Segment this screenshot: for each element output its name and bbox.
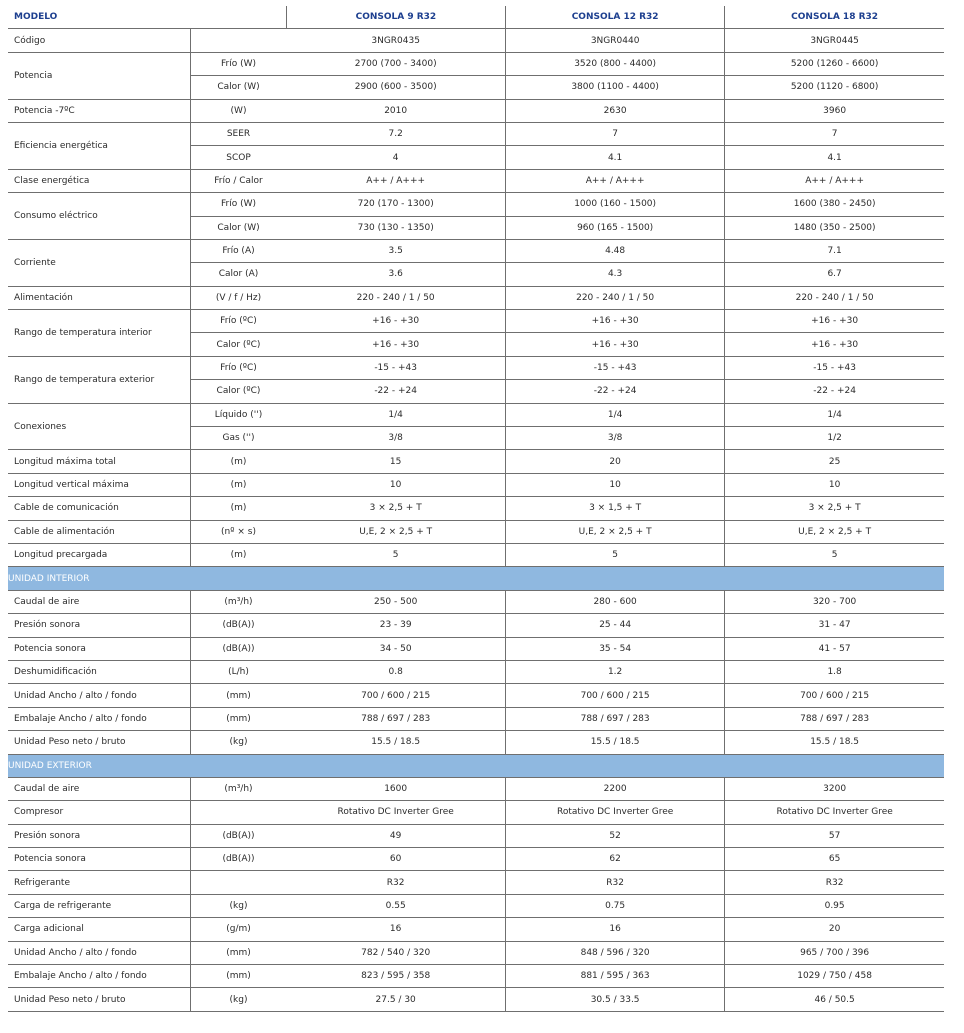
spec-value: +16 - +30 (286, 333, 505, 356)
spec-value: +16 - +30 (506, 310, 725, 333)
spec-value: 15.5 / 18.5 (506, 731, 725, 754)
spec-value: A++ / A+++ (725, 169, 944, 192)
spec-value: 5 (286, 543, 505, 566)
spec-row (8, 988, 944, 1011)
spec-value: 27.5 / 30 (286, 988, 505, 1011)
spec-row (8, 403, 944, 426)
spec-row (8, 169, 944, 192)
spec-value: 788 / 697 / 283 (506, 707, 725, 730)
spec-row (8, 660, 944, 683)
spec-value: +16 - +30 (506, 333, 725, 356)
spec-value: 23 - 39 (286, 614, 505, 637)
spec-unit: (nº × s) (190, 520, 286, 543)
spec-row (8, 707, 944, 730)
spec-label: Código (8, 29, 190, 52)
spec-label: Potencia -7ºC (8, 99, 190, 122)
spec-row (8, 356, 944, 379)
spec-value: 1.2 (506, 660, 725, 683)
spec-value: Rotativo DC Inverter Gree (725, 801, 944, 824)
spec-value: 5200 (1260 - 6600) (725, 52, 944, 75)
model-header-row (8, 6, 944, 29)
spec-value: 5 (725, 543, 944, 566)
spec-row (8, 122, 944, 145)
spec-value: 720 (170 - 1300) (286, 193, 505, 216)
spec-value: 2900 (600 - 3500) (286, 76, 505, 99)
spec-value: 25 (725, 450, 944, 473)
spec-value: 782 / 540 / 320 (286, 941, 505, 964)
spec-label: Potencia sonora (8, 637, 190, 660)
spec-label: Longitud vertical máxima (8, 473, 190, 496)
spec-row (8, 871, 944, 894)
spec-unit: (dB(A)) (190, 824, 286, 847)
spec-unit: Frío / Calor (190, 169, 286, 192)
spec-row (8, 520, 944, 543)
spec-value: 3NGR0445 (725, 29, 944, 52)
spec-label: Embalaje Ancho / alto / fondo (8, 965, 190, 988)
spec-unit: (L/h) (190, 660, 286, 683)
spec-value: 46 / 50.5 (725, 988, 944, 1011)
spec-value: 788 / 697 / 283 (286, 707, 505, 730)
spec-label: Corriente (8, 239, 190, 286)
spec-label: Refrigerante (8, 871, 190, 894)
spec-label: Unidad Peso neto / bruto (8, 988, 190, 1011)
spec-row (8, 52, 944, 75)
spec-value: 25 - 44 (506, 614, 725, 637)
spec-value: -22 - +24 (286, 380, 505, 403)
spec-value: 1480 (350 - 2500) (725, 216, 944, 239)
spec-value: 3960 (725, 99, 944, 122)
spec-label: Presión sonora (8, 824, 190, 847)
spec-unit: Calor (ºC) (190, 333, 286, 356)
spec-label: Embalaje Ancho / alto / fondo (8, 707, 190, 730)
section-title: UNIDAD EXTERIOR (8, 754, 944, 777)
spec-value: 15.5 / 18.5 (725, 731, 944, 754)
spec-label: Caudal de aire (8, 590, 190, 613)
spec-row (8, 497, 944, 520)
spec-unit: Calor (W) (190, 76, 286, 99)
spec-value: 10 (506, 473, 725, 496)
spec-row (8, 965, 944, 988)
spec-unit: Líquido ('') (190, 403, 286, 426)
spec-value: Rotativo DC Inverter Gree (506, 801, 725, 824)
spec-value: 65 (725, 848, 944, 871)
spec-unit: (V / f / Hz) (190, 286, 286, 309)
spec-label: Cable de alimentación (8, 520, 190, 543)
spec-value: 1.8 (725, 660, 944, 683)
spec-unit: Calor (W) (190, 216, 286, 239)
spec-row (8, 614, 944, 637)
spec-unit: (dB(A)) (190, 637, 286, 660)
spec-value: 7 (725, 122, 944, 145)
spec-label: Alimentación (8, 286, 190, 309)
spec-value: 700 / 600 / 215 (286, 684, 505, 707)
spec-label: Consumo eléctrico (8, 193, 190, 240)
spec-value: 700 / 600 / 215 (725, 684, 944, 707)
spec-value: 3 × 2,5 + T (725, 497, 944, 520)
model-name: CONSOLA 12 R32 (506, 6, 725, 29)
spec-value: 4.3 (506, 263, 725, 286)
spec-label: Carga de refrigerante (8, 894, 190, 917)
spec-value: 788 / 697 / 283 (725, 707, 944, 730)
spec-value: 700 / 600 / 215 (506, 684, 725, 707)
spec-label: Longitud máxima total (8, 450, 190, 473)
spec-table-body (8, 6, 944, 1011)
spec-value: +16 - +30 (725, 310, 944, 333)
spec-value: 3.5 (286, 239, 505, 262)
spec-unit: (mm) (190, 965, 286, 988)
spec-value: 1/4 (286, 403, 505, 426)
spec-value: 52 (506, 824, 725, 847)
spec-value: 10 (286, 473, 505, 496)
spec-value: -22 - +24 (725, 380, 944, 403)
spec-value: 0.75 (506, 894, 725, 917)
spec-value: A++ / A+++ (286, 169, 505, 192)
spec-value: 5200 (1120 - 6800) (725, 76, 944, 99)
spec-value: 3 × 2,5 + T (286, 497, 505, 520)
spec-row (8, 894, 944, 917)
spec-value: 3 × 1,5 + T (506, 497, 725, 520)
spec-row (8, 543, 944, 566)
spec-value: 1/4 (506, 403, 725, 426)
spec-value: 1/2 (725, 427, 944, 450)
spec-value: 823 / 595 / 358 (286, 965, 505, 988)
spec-row (8, 99, 944, 122)
spec-value: 7.1 (725, 239, 944, 262)
spec-row (8, 801, 944, 824)
spec-value: 30.5 / 33.5 (506, 988, 725, 1011)
spec-unit: Calor (ºC) (190, 380, 286, 403)
spec-value: 280 - 600 (506, 590, 725, 613)
spec-row (8, 848, 944, 871)
spec-unit: Frío (W) (190, 193, 286, 216)
spec-label: Presión sonora (8, 614, 190, 637)
spec-value: 57 (725, 824, 944, 847)
spec-row (8, 637, 944, 660)
spec-value: 20 (725, 918, 944, 941)
spec-value: -15 - +43 (506, 356, 725, 379)
section-title: UNIDAD INTERIOR (8, 567, 944, 590)
spec-unit: (m) (190, 450, 286, 473)
spec-value: U,E, 2 × 2,5 + T (725, 520, 944, 543)
spec-value: 1000 (160 - 1500) (506, 193, 725, 216)
spec-value: U,E, 2 × 2,5 + T (286, 520, 505, 543)
spec-value: 3800 (1100 - 4400) (506, 76, 725, 99)
spec-row (8, 824, 944, 847)
spec-value: 31 - 47 (725, 614, 944, 637)
spec-row (8, 777, 944, 800)
spec-unit: (mm) (190, 707, 286, 730)
model-name: CONSOLA 18 R32 (725, 6, 944, 29)
spec-value: 1029 / 750 / 458 (725, 965, 944, 988)
spec-unit: (dB(A)) (190, 614, 286, 637)
spec-value: 49 (286, 824, 505, 847)
spec-row (8, 941, 944, 964)
spec-value: 1600 (380 - 2450) (725, 193, 944, 216)
spec-value: 4 (286, 146, 505, 169)
spec-unit: Frío (A) (190, 239, 286, 262)
spec-value: 848 / 596 / 320 (506, 941, 725, 964)
spec-value: 220 - 240 / 1 / 50 (725, 286, 944, 309)
spec-label: Rango de temperatura exterior (8, 356, 190, 403)
spec-label: Caudal de aire (8, 777, 190, 800)
spec-value: -22 - +24 (506, 380, 725, 403)
spec-value: -15 - +43 (286, 356, 505, 379)
spec-value: R32 (506, 871, 725, 894)
spec-row (8, 450, 944, 473)
spec-value: 0.55 (286, 894, 505, 917)
spec-value: 2200 (506, 777, 725, 800)
spec-value: 960 (165 - 1500) (506, 216, 725, 239)
spec-value: -15 - +43 (725, 356, 944, 379)
spec-value: 15 (286, 450, 505, 473)
spec-label: Conexiones (8, 403, 190, 450)
spec-value: 3200 (725, 777, 944, 800)
spec-value: 4.48 (506, 239, 725, 262)
spec-unit: (kg) (190, 988, 286, 1011)
spec-unit: (m) (190, 497, 286, 520)
spec-value: 6.7 (725, 263, 944, 286)
spec-value: 2700 (700 - 3400) (286, 52, 505, 75)
spec-row (8, 684, 944, 707)
spec-value: 10 (725, 473, 944, 496)
model-name: CONSOLA 9 R32 (286, 6, 505, 29)
spec-row (8, 286, 944, 309)
spec-unit: Frío (ºC) (190, 356, 286, 379)
spec-value: 15.5 / 18.5 (286, 731, 505, 754)
spec-label: Compresor (8, 801, 190, 824)
spec-value: 34 - 50 (286, 637, 505, 660)
spec-value: 250 - 500 (286, 590, 505, 613)
spec-unit: (kg) (190, 894, 286, 917)
spec-label: Unidad Ancho / alto / fondo (8, 941, 190, 964)
spec-label: Eficiencia energética (8, 122, 190, 169)
spec-row (8, 29, 944, 52)
spec-row (8, 731, 944, 754)
spec-value: 3/8 (286, 427, 505, 450)
spec-label: Potencia (8, 52, 190, 99)
spec-unit: (m³/h) (190, 590, 286, 613)
spec-label: Unidad Peso neto / bruto (8, 731, 190, 754)
spec-value: 16 (286, 918, 505, 941)
spec-value: Rotativo DC Inverter Gree (286, 801, 505, 824)
spec-unit: (m) (190, 473, 286, 496)
spec-row (8, 590, 944, 613)
spec-value: 2010 (286, 99, 505, 122)
spec-unit (190, 871, 286, 894)
spec-value: 3520 (800 - 4400) (506, 52, 725, 75)
spec-row (8, 239, 944, 262)
spec-label: Potencia sonora (8, 848, 190, 871)
spec-unit: (mm) (190, 941, 286, 964)
spec-value: 3NGR0435 (286, 29, 505, 52)
spec-value: A++ / A+++ (506, 169, 725, 192)
spec-value: 7.2 (286, 122, 505, 145)
spec-value: 16 (506, 918, 725, 941)
spec-value: 4.1 (725, 146, 944, 169)
spec-table (8, 6, 944, 1012)
spec-unit: (g/m) (190, 918, 286, 941)
spec-value: 41 - 57 (725, 637, 944, 660)
spec-label: Clase energética (8, 169, 190, 192)
spec-label: Rango de temperatura interior (8, 310, 190, 357)
spec-value: 3/8 (506, 427, 725, 450)
spec-value: 3NGR0440 (506, 29, 725, 52)
spec-row (8, 193, 944, 216)
spec-value: 2630 (506, 99, 725, 122)
spec-label: Carga adicional (8, 918, 190, 941)
spec-value: 20 (506, 450, 725, 473)
spec-value: 320 - 700 (725, 590, 944, 613)
spec-unit: (mm) (190, 684, 286, 707)
spec-value: 4.1 (506, 146, 725, 169)
spec-value: 7 (506, 122, 725, 145)
spec-unit: (m³/h) (190, 777, 286, 800)
spec-value: +16 - +30 (286, 310, 505, 333)
spec-unit (190, 801, 286, 824)
spec-value: 220 - 240 / 1 / 50 (286, 286, 505, 309)
spec-value: R32 (286, 871, 505, 894)
spec-unit: Gas ('') (190, 427, 286, 450)
spec-row (8, 473, 944, 496)
spec-value: 0.8 (286, 660, 505, 683)
spec-label: Cable de comunicación (8, 497, 190, 520)
spec-row (8, 310, 944, 333)
spec-value: 1/4 (725, 403, 944, 426)
spec-unit: SEER (190, 122, 286, 145)
spec-value: 1600 (286, 777, 505, 800)
spec-value: 220 - 240 / 1 / 50 (506, 286, 725, 309)
spec-value: 60 (286, 848, 505, 871)
section-header-interior (8, 567, 944, 590)
spec-unit: (dB(A)) (190, 848, 286, 871)
spec-value: U,E, 2 × 2,5 + T (506, 520, 725, 543)
spec-unit: SCOP (190, 146, 286, 169)
spec-value: 965 / 700 / 396 (725, 941, 944, 964)
model-label: MODELO (8, 6, 286, 29)
spec-row (8, 918, 944, 941)
spec-value: 3.6 (286, 263, 505, 286)
spec-unit: Calor (A) (190, 263, 286, 286)
spec-value: 62 (506, 848, 725, 871)
spec-value: 730 (130 - 1350) (286, 216, 505, 239)
spec-unit: (kg) (190, 731, 286, 754)
spec-value: R32 (725, 871, 944, 894)
spec-value: 5 (506, 543, 725, 566)
spec-unit: Frío (W) (190, 52, 286, 75)
spec-unit: (W) (190, 99, 286, 122)
spec-unit: (m) (190, 543, 286, 566)
spec-value: 35 - 54 (506, 637, 725, 660)
spec-value: +16 - +30 (725, 333, 944, 356)
section-header-exterior (8, 754, 944, 777)
spec-value: 881 / 595 / 363 (506, 965, 725, 988)
spec-unit (190, 29, 286, 52)
spec-label: Deshumidificación (8, 660, 190, 683)
spec-label: Unidad Ancho / alto / fondo (8, 684, 190, 707)
spec-value: 0.95 (725, 894, 944, 917)
spec-label: Longitud precargada (8, 543, 190, 566)
spec-unit: Frío (ºC) (190, 310, 286, 333)
